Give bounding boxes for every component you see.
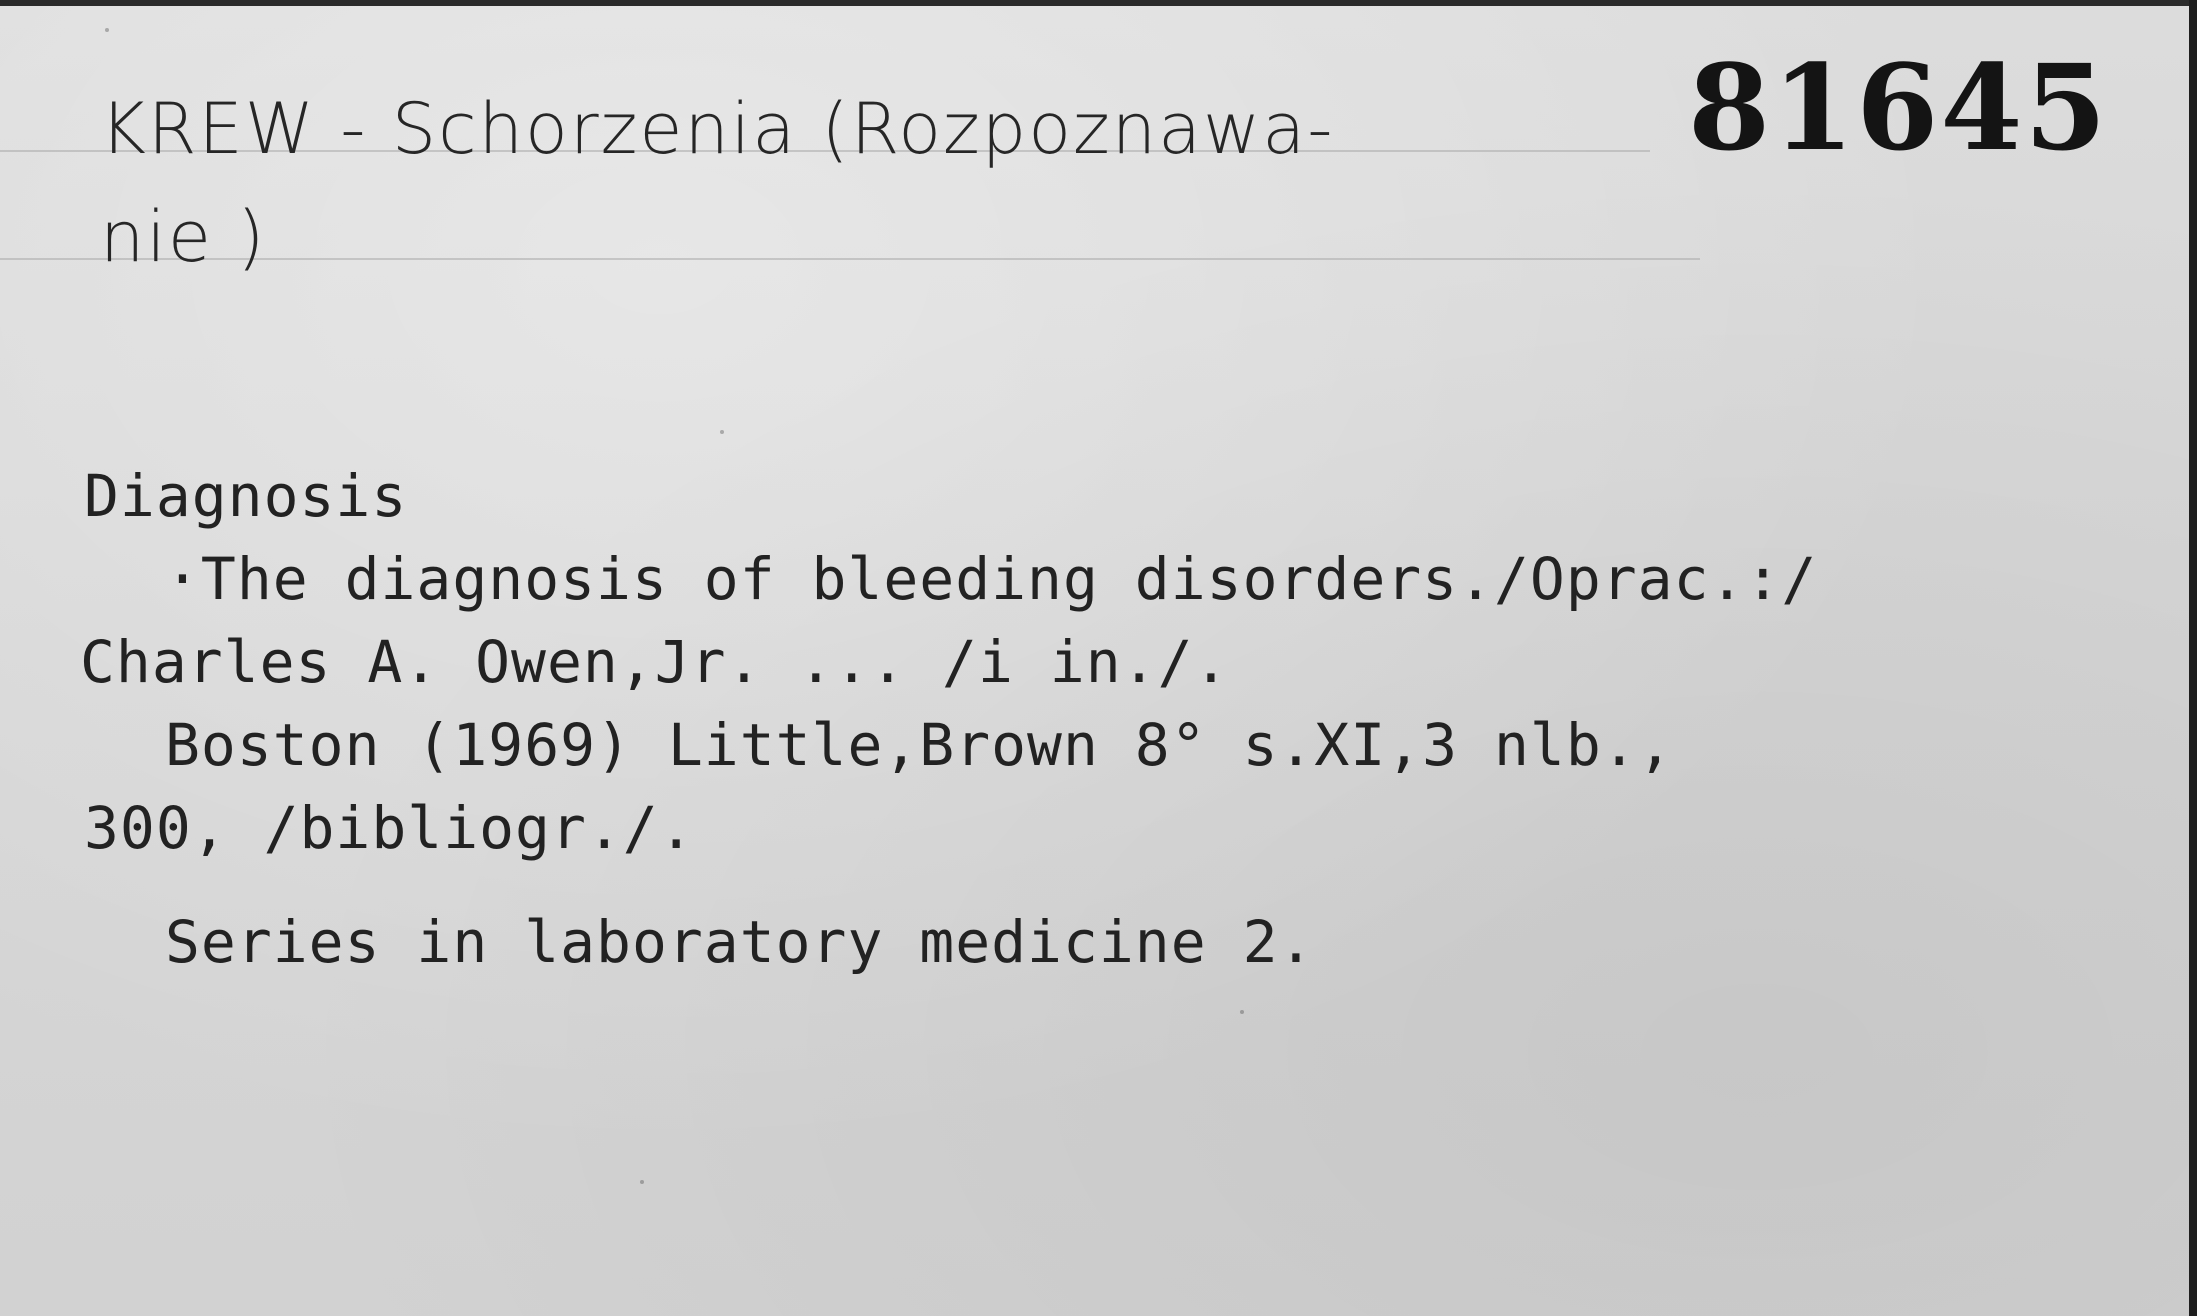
- entry-heading: Diagnosis: [84, 462, 408, 530]
- paper-speck: [640, 1180, 644, 1184]
- shelf-number: 81645: [1688, 38, 2109, 177]
- entry-series: Series in laboratory medicine 2.: [165, 908, 1315, 976]
- paper-speck: [105, 28, 109, 32]
- paper-speck: [720, 430, 724, 434]
- entry-title-line-2: Charles A. Owen,Jr. ... /i in./.: [80, 628, 1230, 696]
- subject-heading-line-2: nie ): [100, 196, 267, 278]
- subject-heading-line-1: KREW - Schorzenia (Rozpoznawa-: [100, 88, 1335, 170]
- entry-imprint-line-1: Boston (1969) Little,Brown 8° s.XI,3 nlb.,: [165, 711, 1674, 779]
- entry-imprint-line-2: 300, /bibliogr./.: [84, 794, 695, 862]
- entry-title-line-1: ·The diagnosis of bleeding disorders./Oprac.:/: [165, 545, 1818, 613]
- paper-speck: [1240, 1010, 1244, 1014]
